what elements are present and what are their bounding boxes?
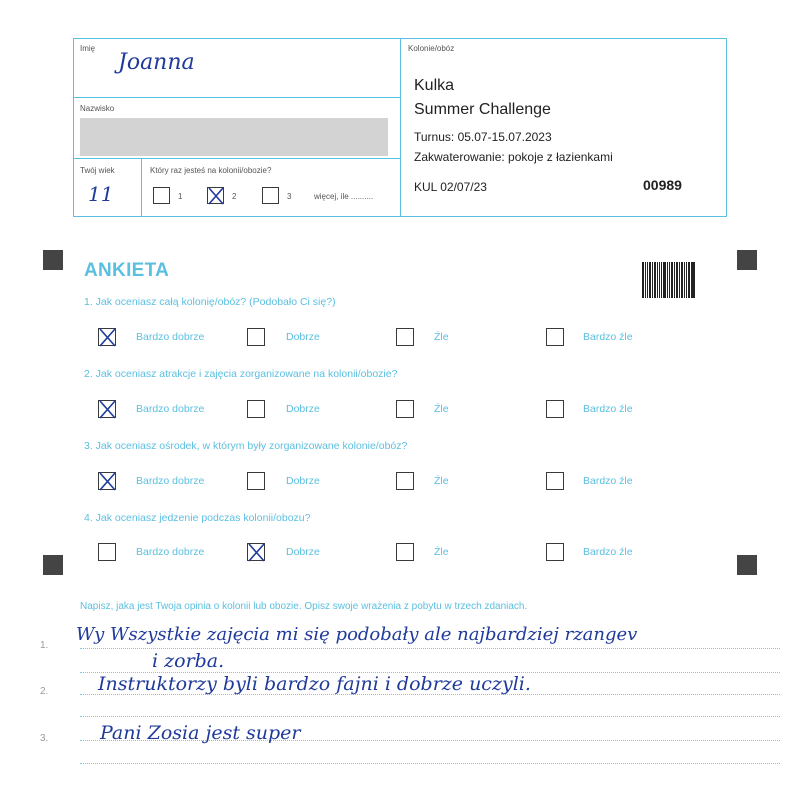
visit-2-label: 2 bbox=[232, 192, 237, 201]
ktory-raz-label: Który raz jesteś na kolonii/obozie? bbox=[150, 166, 272, 175]
question-1-option-4-checkbox[interactable] bbox=[546, 328, 564, 346]
writing-line bbox=[80, 716, 780, 717]
wiek-label: Twój wiek bbox=[80, 166, 115, 175]
barcode-bar bbox=[686, 262, 687, 298]
question-1-option-2-label: Dobrze bbox=[286, 331, 320, 343]
visit-1-checkbox[interactable] bbox=[153, 187, 170, 204]
wiek-value[interactable]: 11 bbox=[88, 182, 114, 206]
barcode-bar bbox=[676, 262, 679, 298]
line-number: 1. bbox=[40, 640, 49, 651]
registration-mark bbox=[43, 250, 63, 270]
camp-accommodation: Zakwaterowanie: pokoje z łazienkami bbox=[414, 150, 613, 164]
question-1-option-4-label: Bardzo źle bbox=[583, 331, 633, 343]
header-row-line bbox=[73, 158, 400, 159]
checkmark-x-icon bbox=[97, 471, 117, 491]
question-4-option-2-checkbox[interactable] bbox=[247, 543, 265, 561]
camp-program: Summer Challenge bbox=[414, 101, 551, 118]
question-2-option-2-checkbox[interactable] bbox=[247, 400, 265, 418]
question-3-option-3-label: Źle bbox=[434, 475, 449, 487]
barcode-bar bbox=[649, 262, 652, 298]
barcode-bar bbox=[647, 262, 648, 298]
question-2-text: 2. Jak oceniasz atrakcje i zajęcia zorganizowane na kolonii/obozie? bbox=[84, 368, 398, 380]
camp-code: KUL 02/07/23 bbox=[414, 180, 487, 194]
survey-title: ANKIETA bbox=[84, 260, 170, 281]
question-3-option-1-checkbox[interactable] bbox=[98, 472, 116, 490]
question-2-option-3-checkbox[interactable] bbox=[396, 400, 414, 418]
question-4-option-1-checkbox[interactable] bbox=[98, 543, 116, 561]
question-3-option-2-checkbox[interactable] bbox=[247, 472, 265, 490]
barcode-bar bbox=[692, 262, 695, 298]
question-2-option-4-label: Bardzo źle bbox=[583, 403, 633, 415]
barcode-bar bbox=[657, 262, 658, 298]
header-age-divider bbox=[141, 158, 142, 217]
opinion-prompt: Napisz, jaka jest Twoja opinia o kolonii lub obozie. Opisz swoje wrażenia z pobytu w trzech zdaniach. bbox=[80, 601, 528, 612]
question-3-option-4-checkbox[interactable] bbox=[546, 472, 564, 490]
form-number: 00989 bbox=[643, 177, 682, 193]
visit-more-label: więcej, ile .......... bbox=[314, 192, 374, 201]
barcode bbox=[642, 262, 696, 298]
header-divider bbox=[400, 38, 401, 217]
question-4-option-3-checkbox[interactable] bbox=[396, 543, 414, 561]
visit-2-checkbox[interactable] bbox=[207, 187, 224, 204]
question-1-option-2-checkbox[interactable] bbox=[247, 328, 265, 346]
question-4-option-2-label: Dobrze bbox=[286, 546, 320, 558]
question-1-option-3-label: Źle bbox=[434, 331, 449, 343]
barcode-bar bbox=[642, 262, 644, 298]
registration-mark bbox=[737, 555, 757, 575]
barcode-bar bbox=[645, 262, 646, 298]
checkmark-x-icon bbox=[97, 399, 117, 419]
line-number: 3. bbox=[40, 733, 49, 744]
visit-3-checkbox[interactable] bbox=[262, 187, 279, 204]
question-1-option-1-label: Bardzo dobrze bbox=[136, 331, 205, 343]
question-4-option-4-label: Bardzo źle bbox=[583, 546, 633, 558]
barcode-bar bbox=[659, 262, 660, 298]
question-2-option-1-label: Bardzo dobrze bbox=[136, 403, 205, 415]
barcode-bar bbox=[691, 262, 692, 298]
question-3-text: 3. Jak oceniasz ośrodek, w którym były zorganizowane kolonie/obóz? bbox=[84, 440, 408, 452]
answer-line-1[interactable]: Wy Wszystkie zajęcia mi się podobały ale najbardziej rzangev bbox=[76, 624, 638, 645]
barcode-bar bbox=[663, 262, 666, 298]
imie-label: Imię bbox=[80, 44, 96, 53]
camp-turnus: Turnus: 05.07-15.07.2023 bbox=[414, 130, 552, 144]
header-row-line bbox=[73, 97, 400, 98]
checkmark-x-icon bbox=[206, 186, 226, 206]
question-4-text: 4. Jak oceniasz jedzenie podczas kolonii/obozu? bbox=[84, 512, 311, 524]
question-3-option-1-label: Bardzo dobrze bbox=[136, 475, 205, 487]
barcode-bar bbox=[661, 262, 663, 298]
question-4-option-1-label: Bardzo dobrze bbox=[136, 546, 205, 558]
camp-name: Kulka bbox=[414, 77, 455, 94]
barcode-bar bbox=[684, 262, 685, 298]
barcode-bar bbox=[688, 262, 690, 298]
imie-value[interactable]: Joanna bbox=[118, 50, 195, 75]
barcode-bar bbox=[652, 262, 653, 298]
question-1-text: 1. Jak oceniasz całą kolonię/obóz? (Podobało Ci się?) bbox=[84, 296, 336, 308]
writing-line bbox=[80, 763, 780, 764]
answer-line-1-cont[interactable]: i zorba. bbox=[152, 650, 225, 672]
question-3-option-4-label: Bardzo źle bbox=[583, 475, 633, 487]
barcode-bar bbox=[679, 262, 680, 298]
question-2-option-1-checkbox[interactable] bbox=[98, 400, 116, 418]
barcode-bar bbox=[681, 262, 683, 298]
nazwisko-label: Nazwisko bbox=[80, 104, 115, 113]
answer-line-3[interactable]: Pani Zosia jest super bbox=[100, 722, 301, 744]
checkmark-x-icon bbox=[97, 327, 117, 347]
question-4-option-3-label: Źle bbox=[434, 546, 449, 558]
registration-mark bbox=[737, 250, 757, 270]
line-number: 2. bbox=[40, 686, 49, 697]
question-2-option-2-label: Dobrze bbox=[286, 403, 320, 415]
nazwisko-redaction bbox=[80, 118, 388, 156]
question-1-option-1-checkbox[interactable] bbox=[98, 328, 116, 346]
question-2-option-3-label: Źle bbox=[434, 403, 449, 415]
writing-line bbox=[80, 648, 780, 649]
visit-1-label: 1 bbox=[178, 192, 183, 201]
barcode-bar bbox=[671, 262, 673, 298]
kolonie-label: Kolonie/obóz bbox=[408, 44, 455, 53]
barcode-bar bbox=[669, 262, 670, 298]
barcode-bar bbox=[667, 262, 668, 298]
visit-3-label: 3 bbox=[287, 192, 292, 201]
checkmark-x-icon bbox=[246, 542, 266, 562]
question-1-option-3-checkbox[interactable] bbox=[396, 328, 414, 346]
question-3-option-2-label: Dobrze bbox=[286, 475, 320, 487]
question-4-option-4-checkbox[interactable] bbox=[546, 543, 564, 561]
question-2-option-4-checkbox[interactable] bbox=[546, 400, 564, 418]
answer-line-2[interactable]: Instruktorzy byli bardzo fajni i dobrze uczyli. bbox=[98, 673, 531, 695]
registration-mark bbox=[43, 555, 63, 575]
barcode-bar bbox=[674, 262, 675, 298]
barcode-bar bbox=[654, 262, 656, 298]
question-3-option-3-checkbox[interactable] bbox=[396, 472, 414, 490]
